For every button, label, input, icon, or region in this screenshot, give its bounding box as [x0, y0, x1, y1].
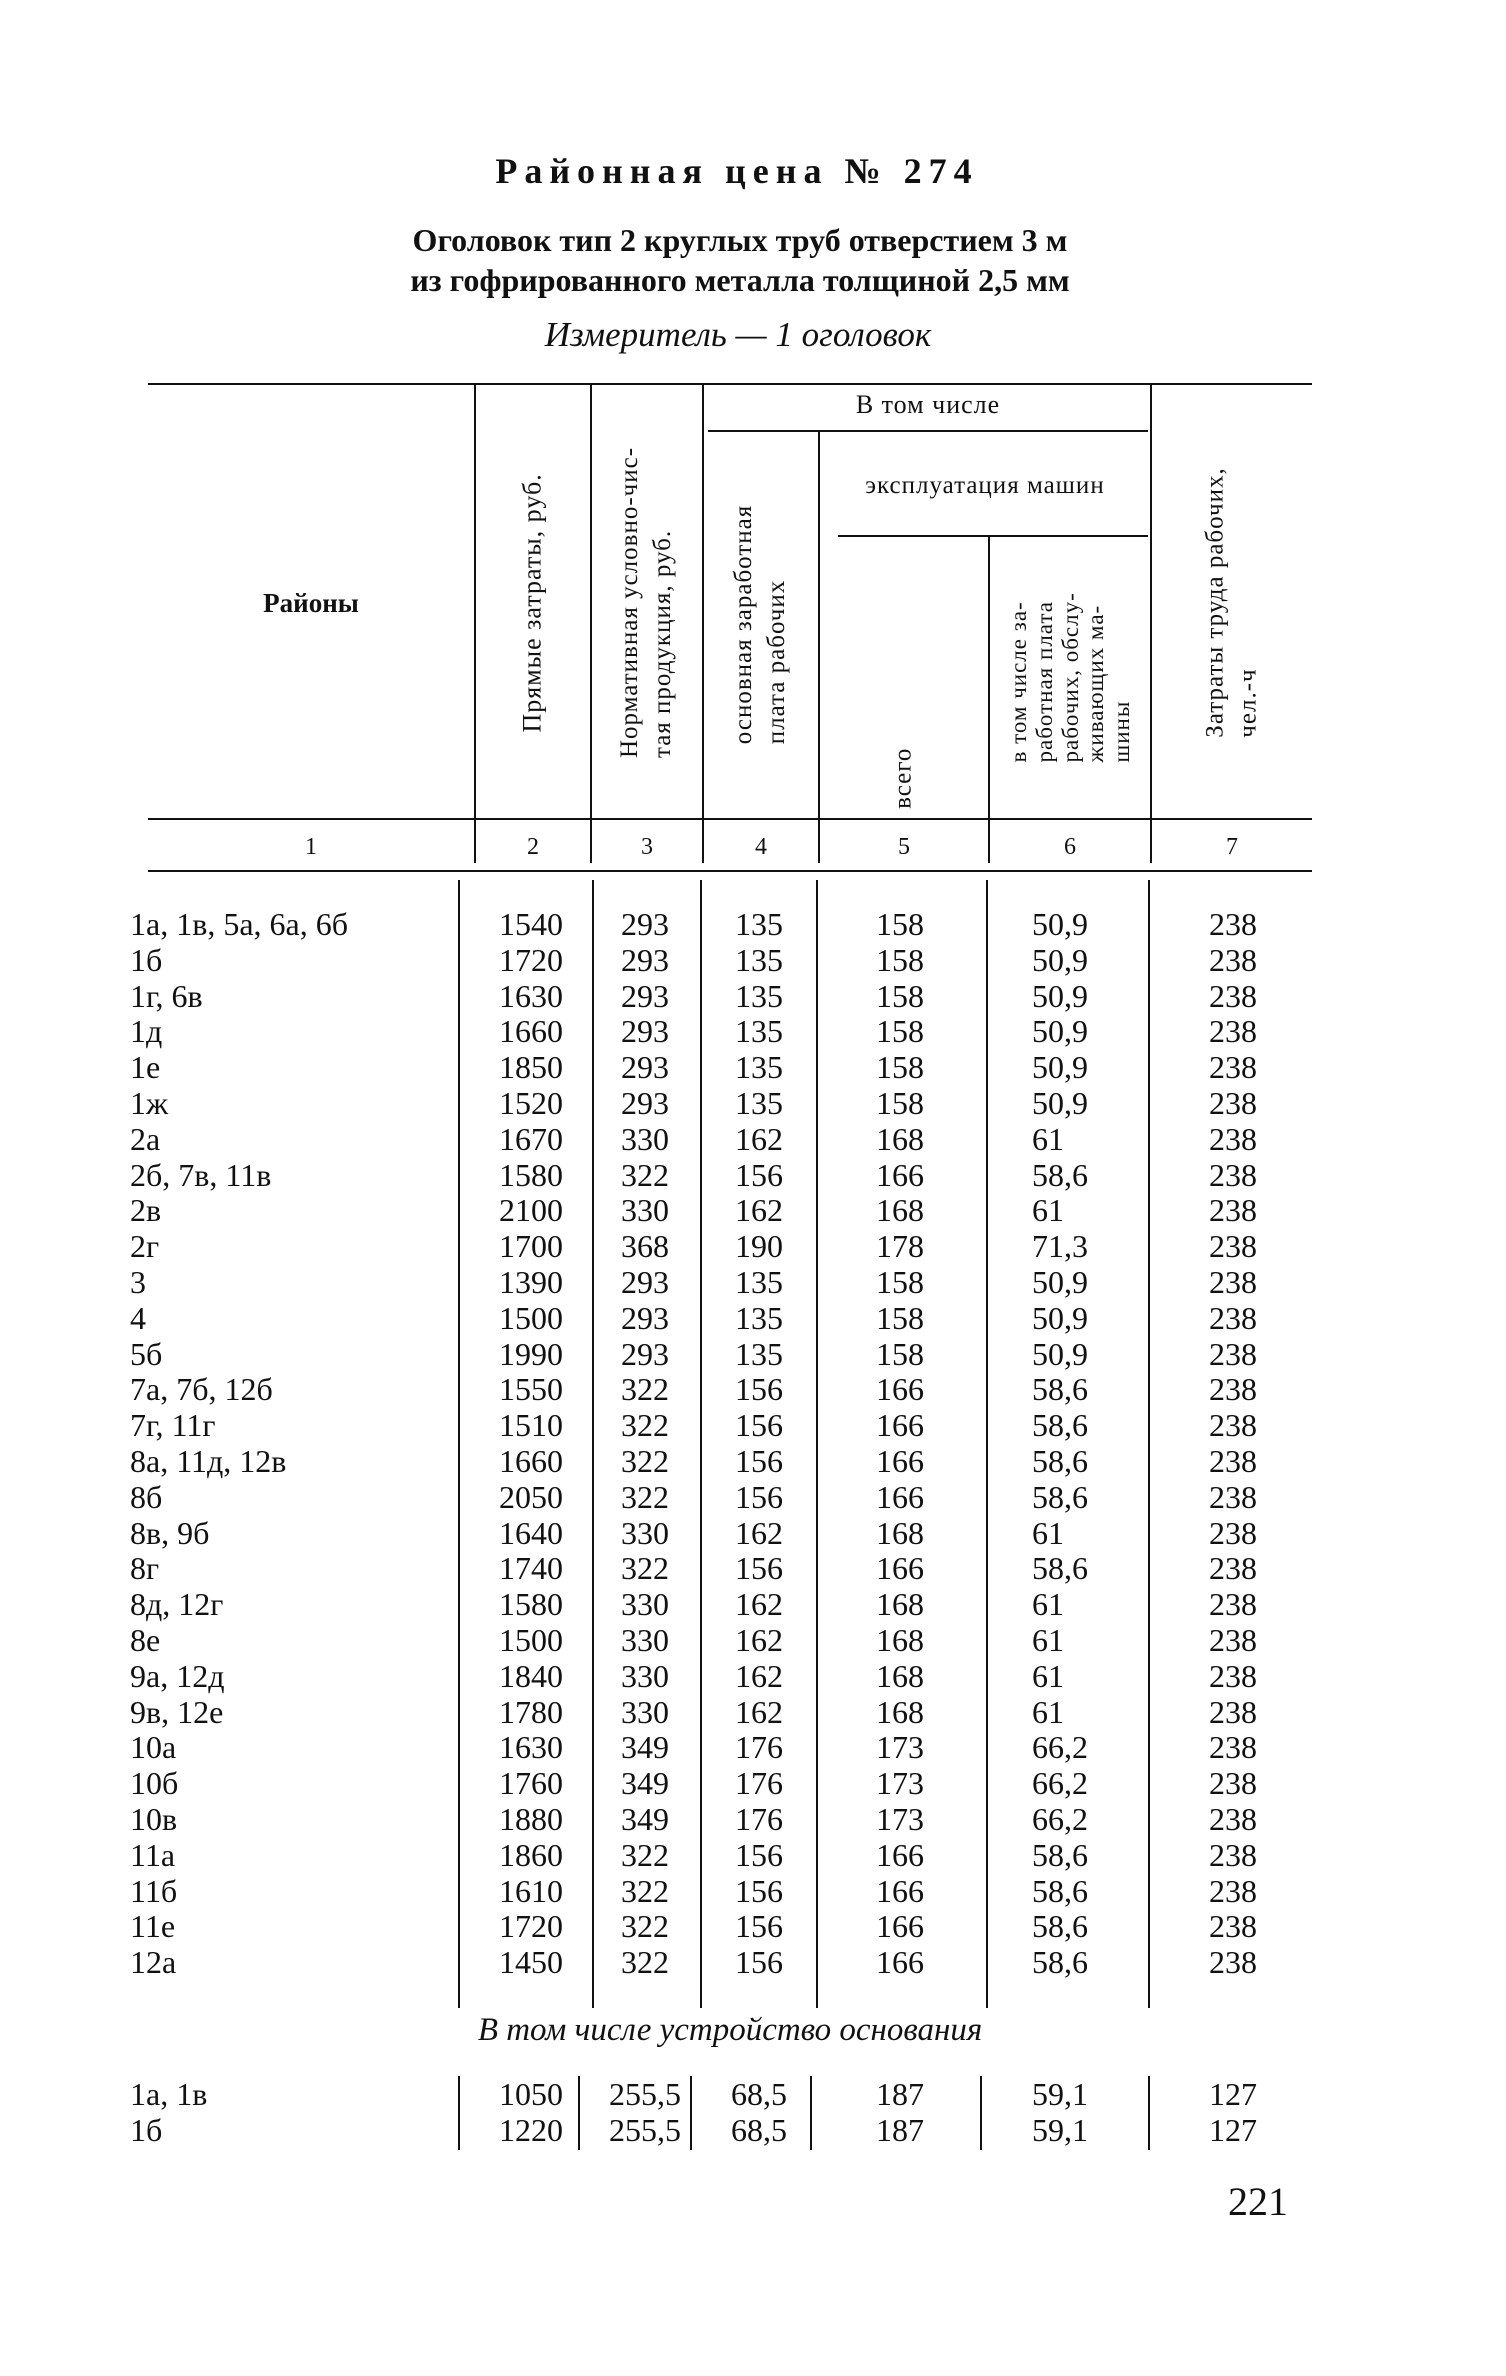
- table-cell: 322: [621, 1443, 669, 1479]
- table-row: [0, 1765, 1506, 1801]
- table-cell: 1510: [499, 1407, 563, 1444]
- table-cell: 187: [876, 2112, 924, 2148]
- table-cell: 322: [621, 1478, 669, 1515]
- table-cell: 162: [735, 1514, 783, 1551]
- table-cell: 238: [1209, 1586, 1257, 1623]
- table-cell: 156: [735, 1944, 783, 1981]
- table-cell: 255,5: [609, 2112, 681, 2148]
- table-cell: 238: [1209, 1693, 1257, 1730]
- table-cell: 238: [1209, 1156, 1257, 1193]
- table-cell: 173: [876, 1801, 924, 1837]
- table-cell: 238: [1209, 1335, 1257, 1372]
- table-cell: 127: [1209, 2112, 1257, 2148]
- table-cell: 50,9: [1032, 1049, 1088, 1086]
- table-cell: 238: [1209, 1478, 1257, 1515]
- table-cell: 168: [876, 1657, 924, 1694]
- table-cell: 176: [735, 1765, 783, 1802]
- table-row: [0, 1694, 1506, 1730]
- table-cell: 50,9: [1032, 1335, 1088, 1372]
- table-cell: 156: [735, 1908, 783, 1945]
- table-row: [0, 1121, 1506, 1157]
- table-top-rule: [148, 383, 1312, 385]
- table-cell: 8г: [130, 1550, 160, 1587]
- table-cell: 1а, 1в, 5а, 6а, 6б: [130, 906, 348, 942]
- table-cell: 330: [621, 1657, 669, 1694]
- table-cell: 10б: [130, 1765, 179, 1802]
- table-cell: 238: [1209, 1836, 1257, 1873]
- table-cell: 1660: [499, 1013, 563, 1050]
- table-cell: 71,3: [1032, 1228, 1088, 1265]
- table-cell: 238: [1209, 1264, 1257, 1300]
- table-cell: 9а, 12д: [130, 1657, 225, 1694]
- table-cell: 156: [735, 1371, 783, 1408]
- table-cell: 1г, 6в: [130, 977, 203, 1014]
- table-cell: 168: [876, 1514, 924, 1551]
- table-cell: 66,2: [1032, 1765, 1088, 1802]
- table-cell: 238: [1209, 1908, 1257, 1945]
- table-cell: 135: [735, 1085, 783, 1121]
- table-cell: 1580: [499, 1586, 563, 1623]
- table-cell: 58,6: [1032, 1872, 1088, 1909]
- table-cell: 50,9: [1032, 941, 1088, 978]
- table-cell: 2в: [130, 1192, 162, 1229]
- table-cell: 1580: [499, 1156, 563, 1193]
- table-cell: 162: [735, 1657, 783, 1694]
- table-cell: 166: [876, 1908, 924, 1945]
- table-cell: 368: [621, 1228, 669, 1265]
- table-cell: 8б: [130, 1478, 163, 1515]
- table-cell: 166: [876, 1407, 924, 1444]
- table-row: [0, 1944, 1506, 1980]
- table-cell: 11б: [130, 1872, 178, 1909]
- table-cell: 135: [735, 1335, 783, 1372]
- column-number: 2: [527, 834, 539, 860]
- header-labor-costs: Затраты труда рабочих, чел.-ч: [1201, 466, 1262, 738]
- table-cell: 135: [735, 1299, 783, 1336]
- table-cell: 168: [876, 1120, 924, 1157]
- table-cell: 238: [1209, 1657, 1257, 1694]
- table-cell: 1740: [499, 1550, 563, 1587]
- table-cell: 1860: [499, 1836, 563, 1873]
- table-cell: 238: [1209, 1622, 1257, 1658]
- table-cell: 1ж: [130, 1085, 169, 1121]
- table-row: [0, 1371, 1506, 1407]
- table-cell: 173: [876, 1729, 924, 1766]
- column-number: 7: [1226, 834, 1238, 860]
- table-cell: 158: [876, 1013, 924, 1050]
- including-group-rule: [708, 430, 1148, 432]
- table-cell: 238: [1209, 1407, 1257, 1444]
- table-cell: 7а, 7б, 12б: [130, 1371, 273, 1408]
- table-row: [0, 2076, 1506, 2112]
- table-cell: 238: [1209, 1729, 1257, 1766]
- table-cell: 158: [876, 977, 924, 1014]
- table-cell: 322: [621, 1371, 669, 1408]
- table-row: [0, 1479, 1506, 1515]
- table-cell: 255,5: [609, 2076, 681, 2112]
- table-cell: 238: [1209, 1944, 1257, 1981]
- table-cell: 10а: [130, 1729, 177, 1766]
- table-cell: 238: [1209, 1801, 1257, 1837]
- table-cell: 50,9: [1032, 977, 1088, 1014]
- table-cell: 162: [735, 1192, 783, 1229]
- table-cell: 178: [876, 1228, 924, 1265]
- table-cell: 190: [735, 1228, 783, 1265]
- table-cell: 59,1: [1032, 2076, 1088, 2112]
- table-cell: 61: [1032, 1514, 1064, 1551]
- table-cell: 58,6: [1032, 1443, 1088, 1479]
- table-row: [0, 1837, 1506, 1873]
- table-cell: 1050: [499, 2076, 563, 2112]
- table-cell: 238: [1209, 1872, 1257, 1909]
- table-cell: 166: [876, 1371, 924, 1408]
- table-cell: 322: [621, 1550, 669, 1587]
- table-cell: 330: [621, 1192, 669, 1229]
- table-cell: 293: [621, 1299, 669, 1336]
- table-cell: 11а: [130, 1836, 176, 1873]
- table-row: [0, 978, 1506, 1014]
- table-row: [0, 1622, 1506, 1658]
- table-row: [0, 1801, 1506, 1837]
- table-row: [0, 1228, 1506, 1264]
- column-number: 6: [1064, 834, 1076, 860]
- table-cell: 166: [876, 1550, 924, 1587]
- table-cell: 68,5: [731, 2076, 787, 2112]
- table-cell: 293: [621, 1264, 669, 1300]
- table-cell: 1550: [499, 1371, 563, 1408]
- table-cell: 162: [735, 1622, 783, 1658]
- table-cell: 5б: [130, 1335, 163, 1372]
- table-cell: 158: [876, 1085, 924, 1121]
- table-cell: 1а, 1в: [130, 2076, 208, 2112]
- table-cell: 238: [1209, 1120, 1257, 1157]
- table-row: [0, 1085, 1506, 1121]
- table-cell: 8е: [130, 1622, 161, 1658]
- table-cell: 293: [621, 977, 669, 1014]
- table-cell: 293: [621, 1049, 669, 1086]
- table-cell: 293: [621, 941, 669, 978]
- table-cell: 168: [876, 1622, 924, 1658]
- table-cell: 322: [621, 1156, 669, 1193]
- table-cell: 322: [621, 1872, 669, 1909]
- table-cell: 238: [1209, 1228, 1257, 1265]
- table-cell: 156: [735, 1872, 783, 1909]
- table-cell: 135: [735, 977, 783, 1014]
- unit-of-measure: Измеритель — 1 оголовок: [544, 315, 932, 354]
- table-cell: 66,2: [1032, 1801, 1088, 1837]
- table-cell: 238: [1209, 1085, 1257, 1121]
- table-cell: 158: [876, 1049, 924, 1086]
- table-cell: 66,2: [1032, 1729, 1088, 1766]
- table-cell: 2г: [130, 1228, 160, 1265]
- table-cell: 293: [621, 1085, 669, 1121]
- table-row: [0, 1658, 1506, 1694]
- table-cell: 2100: [499, 1192, 563, 1229]
- table-cell: 135: [735, 1013, 783, 1050]
- table-row: [0, 1550, 1506, 1586]
- table-row: [0, 1157, 1506, 1193]
- table-cell: 322: [621, 1836, 669, 1873]
- table-row: [0, 1908, 1506, 1944]
- table-cell: 1720: [499, 1908, 563, 1945]
- table-cell: 58,6: [1032, 1944, 1088, 1981]
- table-cell: 238: [1209, 941, 1257, 978]
- table-cell: 58,6: [1032, 1407, 1088, 1444]
- table-cell: 162: [735, 1120, 783, 1157]
- table-row: [0, 1264, 1506, 1300]
- table-cell: 7г, 11г: [130, 1407, 216, 1444]
- table-cell: 349: [621, 1801, 669, 1837]
- table-cell: 330: [621, 1622, 669, 1658]
- table-cell: 4: [130, 1299, 146, 1336]
- table-cell: 1840: [499, 1657, 563, 1694]
- header-including: В том числе: [855, 390, 1001, 419]
- table-cell: 10в: [130, 1801, 178, 1837]
- table-cell: 135: [735, 906, 783, 942]
- table-cell: 238: [1209, 1443, 1257, 1479]
- table-cell: 8а, 11д, 12в: [130, 1443, 287, 1479]
- table-cell: 11е: [130, 1908, 176, 1945]
- table-row: [0, 1049, 1506, 1085]
- table-cell: 166: [876, 1872, 924, 1909]
- table-row: [0, 1407, 1506, 1443]
- table-cell: 127: [1209, 2076, 1257, 2112]
- table-cell: 156: [735, 1443, 783, 1479]
- table-cell: 168: [876, 1693, 924, 1730]
- table-cell: 61: [1032, 1192, 1064, 1229]
- table-cell: 135: [735, 1049, 783, 1086]
- table-row: [0, 906, 1506, 942]
- table-cell: 166: [876, 1478, 924, 1515]
- table-cell: 176: [735, 1729, 783, 1766]
- table-cell: 9в, 12е: [130, 1693, 224, 1730]
- table-cell: 158: [876, 1264, 924, 1300]
- table-cell: 166: [876, 1944, 924, 1981]
- table-cell: 238: [1209, 1299, 1257, 1336]
- machines-group-rule: [838, 535, 1148, 537]
- table-cell: 156: [735, 1550, 783, 1587]
- table-cell: 1630: [499, 977, 563, 1014]
- table-cell: 166: [876, 1836, 924, 1873]
- page-title: Районная цена № 274: [495, 151, 979, 191]
- table-cell: 238: [1209, 1514, 1257, 1551]
- table-cell: 68,5: [731, 2112, 787, 2148]
- table-cell: 1540: [499, 906, 563, 942]
- table-cell: 293: [621, 1013, 669, 1050]
- table-cell: 61: [1032, 1586, 1064, 1623]
- table-cell: 1780: [499, 1693, 563, 1730]
- table-cell: 238: [1209, 977, 1257, 1014]
- column-number: 4: [755, 834, 767, 860]
- table-cell: 156: [735, 1478, 783, 1515]
- table-cell: 166: [876, 1443, 924, 1479]
- table-cell: 1880: [499, 1801, 563, 1837]
- table-row: [0, 2112, 1506, 2148]
- table-row: [0, 1873, 1506, 1909]
- table-cell: 166: [876, 1156, 924, 1193]
- table-row: [0, 1515, 1506, 1551]
- table-row: [0, 1192, 1506, 1228]
- table-cell: 238: [1209, 1550, 1257, 1587]
- table-cell: 1390: [499, 1264, 563, 1300]
- column-numbers-rule: [148, 870, 1312, 872]
- table-cell: 1630: [499, 1729, 563, 1766]
- table-cell: 1е: [130, 1049, 161, 1086]
- table-cell: 1760: [499, 1765, 563, 1802]
- table-cell: 1720: [499, 941, 563, 978]
- table-cell: 1500: [499, 1299, 563, 1336]
- column-number: 3: [641, 834, 653, 860]
- table-cell: 238: [1209, 1013, 1257, 1050]
- header-direct-costs: Прямые затраты, руб.: [518, 472, 548, 733]
- table-cell: 2050: [499, 1478, 563, 1515]
- table-cell: 1990: [499, 1335, 563, 1372]
- table-cell: 330: [621, 1120, 669, 1157]
- table-cell: 58,6: [1032, 1156, 1088, 1193]
- table-cell: 61: [1032, 1622, 1064, 1658]
- page-number: 221: [1228, 2179, 1288, 2224]
- table-cell: 58,6: [1032, 1371, 1088, 1408]
- table-cell: 238: [1209, 1765, 1257, 1802]
- column-number: 5: [898, 834, 910, 860]
- table-cell: 156: [735, 1156, 783, 1193]
- table-cell: 50,9: [1032, 906, 1088, 942]
- table-cell: 2а: [130, 1120, 161, 1157]
- header-regions: Районы: [263, 588, 359, 618]
- table-cell: 50,9: [1032, 1264, 1088, 1300]
- table-cell: 1640: [499, 1514, 563, 1551]
- table-cell: 12а: [130, 1944, 177, 1981]
- table-cell: 59,1: [1032, 2112, 1088, 2148]
- table-cell: 158: [876, 1299, 924, 1336]
- table-cell: 322: [621, 1944, 669, 1981]
- table-cell: 330: [621, 1514, 669, 1551]
- table-cell: 168: [876, 1192, 924, 1229]
- table-cell: 349: [621, 1729, 669, 1766]
- table-cell: 61: [1032, 1693, 1064, 1730]
- table-cell: 293: [621, 906, 669, 942]
- table-cell: 158: [876, 906, 924, 942]
- table-cell: 156: [735, 1836, 783, 1873]
- table-cell: 162: [735, 1693, 783, 1730]
- table-cell: 349: [621, 1765, 669, 1802]
- table-cell: 61: [1032, 1120, 1064, 1157]
- table-cell: 168: [876, 1586, 924, 1623]
- table-cell: 1700: [499, 1228, 563, 1265]
- table-row: [0, 1336, 1506, 1372]
- header-total: всего: [889, 747, 917, 809]
- table-cell: 1500: [499, 1622, 563, 1658]
- table-cell: 1850: [499, 1049, 563, 1086]
- table-row: [0, 1013, 1506, 1049]
- table-cell: 158: [876, 941, 924, 978]
- column-number: 1: [305, 834, 317, 860]
- table-row: [0, 1729, 1506, 1765]
- table-cell: 330: [621, 1693, 669, 1730]
- table-cell: 50,9: [1032, 1299, 1088, 1336]
- table-cell: 156: [735, 1407, 783, 1444]
- table-cell: 238: [1209, 1049, 1257, 1086]
- table-cell: 8д, 12г: [130, 1586, 224, 1623]
- table-cell: 1520: [499, 1085, 563, 1121]
- subtitle-line-2: из гофрированного металла толщиной 2,5 мм: [410, 262, 1070, 298]
- table-cell: 1670: [499, 1120, 563, 1157]
- section-title: В том числе устройство основания: [477, 2012, 983, 2048]
- table-cell: 158: [876, 1335, 924, 1372]
- table-cell: 162: [735, 1586, 783, 1623]
- table-cell: 50,9: [1032, 1085, 1088, 1121]
- table-row: [0, 1443, 1506, 1479]
- table-cell: 3: [130, 1264, 146, 1300]
- table-cell: 8в, 9б: [130, 1514, 210, 1551]
- table-cell: 322: [621, 1407, 669, 1444]
- table-cell: 1220: [499, 2112, 563, 2148]
- table-cell: 238: [1209, 1192, 1257, 1229]
- table-cell: 1610: [499, 1872, 563, 1909]
- table-cell: 58,6: [1032, 1836, 1088, 1873]
- table-cell: 173: [876, 1765, 924, 1802]
- table-cell: 135: [735, 941, 783, 978]
- table-cell: 58,6: [1032, 1478, 1088, 1515]
- header-base-wage: основная заработная плата рабочих: [730, 504, 791, 744]
- table-cell: 1450: [499, 1944, 563, 1981]
- header-normative-product: Нормативная условно-чис- тая продукция, руб.: [616, 446, 676, 758]
- table-cell: 293: [621, 1335, 669, 1372]
- table-cell: 322: [621, 1908, 669, 1945]
- table-row: [0, 1300, 1506, 1336]
- table-cell: 187: [876, 2076, 924, 2112]
- table-cell: 238: [1209, 1371, 1257, 1408]
- table-cell: 2б, 7в, 11в: [130, 1156, 272, 1193]
- table-cell: 1б: [130, 2112, 163, 2148]
- header-machine-operation: эксплуатация машин: [865, 472, 1105, 499]
- table-cell: 61: [1032, 1657, 1064, 1694]
- table-cell: 135: [735, 1264, 783, 1300]
- table-header-bottom-rule: [148, 818, 1312, 820]
- table-row: [0, 1586, 1506, 1622]
- table-cell: 58,6: [1032, 1550, 1088, 1587]
- table-cell: 58,6: [1032, 1908, 1088, 1945]
- table-cell: 1д: [130, 1013, 163, 1050]
- header-machine-wage: в том числе за- работная плата рабочих, обслу- живающих ма- шины: [1005, 591, 1134, 763]
- table-cell: 238: [1209, 906, 1257, 942]
- table-cell: 330: [621, 1586, 669, 1623]
- subtitle-line-1: Оголовок тип 2 круглых труб отверстием 3 м: [412, 222, 1068, 258]
- table-cell: 176: [735, 1801, 783, 1837]
- table-cell: 50,9: [1032, 1013, 1088, 1050]
- table-cell: 1660: [499, 1443, 563, 1479]
- table-row: [0, 942, 1506, 978]
- table-cell: 1б: [130, 941, 163, 978]
